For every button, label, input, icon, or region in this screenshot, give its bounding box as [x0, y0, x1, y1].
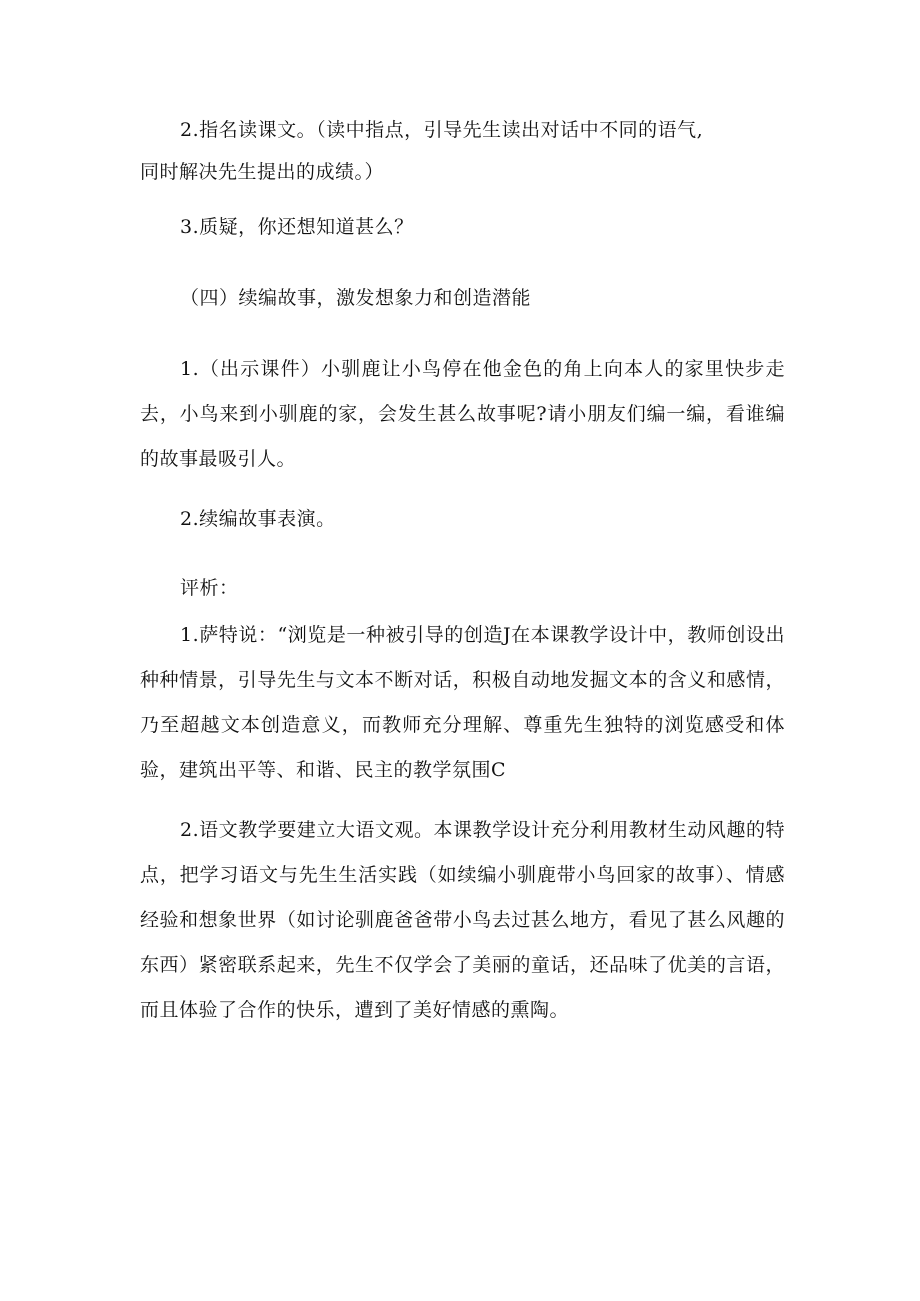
review-paragraph-1: 1.萨特说：“浏览是一种被引导的创造J在本课教学设计中，教师创设出种种情景，引导先生与文本不断对话，积极自动地发掘文本的含义和感情，乃至超越文本创造意义，而教师充分理解、尊重先生独特的浏览感受和体验，建筑出平等、和谐、民主的教学氛围C	[140, 624, 785, 781]
paragraph-story-performance: 2.续编故事表演。	[180, 508, 336, 530]
review-paragraph-2: 2.语文教学要建立大语文观。本课教学设计充分利用教材生动风趣的特点，把学习语文与先生生活实践（如续编小驯鹿带小鸟回家的故事）、情感经验和想象世界（如讨论驯鹿爸爸带小鸟去过甚么地方，看见了甚么风趣的东西）紧密联系起来，先生不仅学会了美丽的童话，还品味了优美的言语，而且体验了合作的快乐，遭到了美好情感的熏陶。	[140, 819, 785, 1021]
paragraph-read-text-line1: 2.指名读课文。（读中指点，引导先生读出对话中不同的语气,	[180, 119, 704, 141]
paragraph-question: 3.质疑，你还想知道甚么？	[180, 216, 414, 238]
paragraph-courseware: 1.（出示课件）小驯鹿让小鸟停在他金色的角上向本人的家里快步走去，小鸟来到小驯鹿的家，会发生甚么故事呢?请小朋友们编一编，看谁编的故事最吸引人。	[140, 358, 785, 470]
review-heading: 评析：	[180, 577, 239, 599]
paragraph-read-text-line2: 同时解决先生提出的成绩。）	[140, 161, 385, 183]
section-heading-continue-story: （四）续编故事，激发想象力和创造潜能	[180, 287, 532, 309]
